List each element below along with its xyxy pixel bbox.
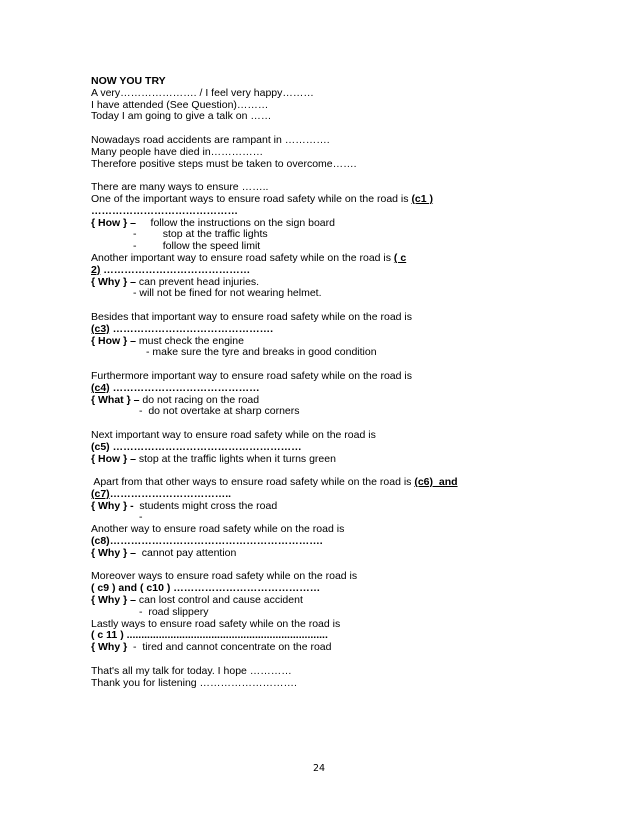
why3-line bbox=[91, 548, 551, 560]
page-number: 24 bbox=[312, 763, 326, 774]
how1-sub-2: - follow the speed limit bbox=[133, 240, 261, 253]
c2-label-b: 2) bbox=[91, 263, 101, 276]
c8-dots: ……………………………………………………. bbox=[109, 535, 323, 548]
para2-line-3: Therefore positive steps must be taken to overcome……. bbox=[91, 157, 357, 170]
c1-text: One of the important ways to ensure road safety while on the road is bbox=[91, 192, 412, 205]
c9-label: ( c9 ) and ( c10 ) bbox=[91, 582, 171, 595]
how2-sub: - make sure the tyre and breaks in good condition bbox=[146, 346, 377, 359]
c2-label-a: ( c bbox=[393, 251, 407, 264]
c2-dots: …………………………………… bbox=[100, 263, 251, 276]
c5-text: Next important way to ensure road safety while on the road is bbox=[91, 428, 376, 441]
c7-label: (c7) bbox=[91, 487, 110, 500]
why5-text: - tired and cannot concentrate on the road bbox=[127, 641, 332, 654]
c11-text: Lastly ways to ensure road safety while on the road is bbox=[91, 617, 341, 630]
intro-line-1: A very…………………. / I feel very happy……… bbox=[91, 86, 314, 99]
why1-text: can prevent head injuries. bbox=[135, 275, 260, 288]
c6-label: (c6) and bbox=[414, 476, 458, 489]
what-label: { What } – bbox=[91, 393, 140, 406]
para2-line-2: Many people have died in…………… bbox=[91, 145, 264, 158]
c5-dots: ……………………………………………… bbox=[109, 440, 302, 453]
c6-text: Apart from that other ways to ensure road safety while on the road is bbox=[91, 476, 415, 489]
why5-label: { Why } bbox=[91, 641, 128, 654]
intro-line-3: Today I am going to give a talk on …… bbox=[91, 110, 272, 123]
why1-label: { Why } – bbox=[91, 275, 136, 288]
how1-sub-1: - stop at the traffic lights bbox=[133, 228, 268, 241]
c1-label: (c1 ) bbox=[411, 192, 434, 205]
c2-text: Another important way to ensure road safety while on the road is bbox=[91, 251, 394, 264]
what-text: do not racing on the road bbox=[139, 393, 260, 406]
c9-dots: …………………………………… bbox=[170, 582, 321, 595]
why2-sub: - bbox=[139, 511, 143, 524]
c3-text: Besides that important way to ensure road safety while on the road is bbox=[91, 310, 413, 323]
c9-text: Moreover ways to ensure road safety while on the road is bbox=[91, 570, 358, 583]
why2-line bbox=[91, 501, 551, 513]
c5-label: (c5) bbox=[91, 440, 110, 453]
c4-label: (c4) bbox=[91, 381, 110, 394]
how2-label: { How } – bbox=[91, 334, 136, 347]
why2-text: students might cross the road bbox=[133, 499, 278, 512]
how2-text: must check the engine bbox=[135, 334, 244, 347]
how3-text: stop at the traffic lights when it turns green bbox=[135, 452, 336, 465]
worksheet-heading: NOW YOU TRY bbox=[91, 75, 166, 87]
c7-dots: …………………………….. bbox=[109, 487, 232, 500]
why4-label: { Why } – bbox=[91, 594, 136, 607]
intro-line-2: I have attended (See Question)……… bbox=[91, 98, 269, 111]
para2-line-1: Nowadays road accidents are rampant in …………. bbox=[91, 133, 330, 146]
what-sub: - do not overtake at sharp corners bbox=[139, 405, 300, 418]
c4-text: Furthermore important way to ensure road safety while on the road is bbox=[91, 369, 412, 382]
c3-dots: ………………………………………. bbox=[109, 322, 274, 335]
how1-text: follow the instructions on the sign board bbox=[135, 216, 335, 229]
why2-label: { Why } - bbox=[91, 499, 134, 512]
why1-sub: - will not be fined for not wearing helmet. bbox=[133, 287, 322, 300]
c8-label: (c8) bbox=[91, 535, 110, 548]
closing-line-2: Thank you for listening ………………………. bbox=[91, 676, 297, 689]
why4-text: can lost control and cause accident bbox=[135, 594, 303, 607]
how3-label: { How } – bbox=[91, 452, 136, 465]
why3-label: { Why } – bbox=[91, 546, 136, 559]
c1-dots: …………………………………… bbox=[91, 204, 238, 217]
c1-line bbox=[91, 194, 551, 206]
how1-label: { How } – bbox=[91, 216, 136, 229]
how3-line bbox=[91, 454, 551, 466]
why3-text: cannot pay attention bbox=[135, 546, 237, 559]
worksheet-content bbox=[91, 76, 551, 689]
c3-label: (c3) bbox=[91, 322, 110, 335]
c11-dots: ..................................................................... bbox=[123, 629, 328, 642]
why5-line bbox=[91, 642, 551, 654]
c11-label: ( c 11 ) bbox=[91, 629, 124, 642]
para3-line-1: There are many ways to ensure …….. bbox=[91, 181, 269, 194]
why4-sub: - road slippery bbox=[139, 605, 209, 618]
closing-line-1: That's all my talk for today. I hope ………… bbox=[91, 664, 292, 677]
c4-dots: …………………………………… bbox=[109, 381, 260, 394]
c8-text: Another way to ensure road safety while on the road is bbox=[91, 523, 345, 536]
